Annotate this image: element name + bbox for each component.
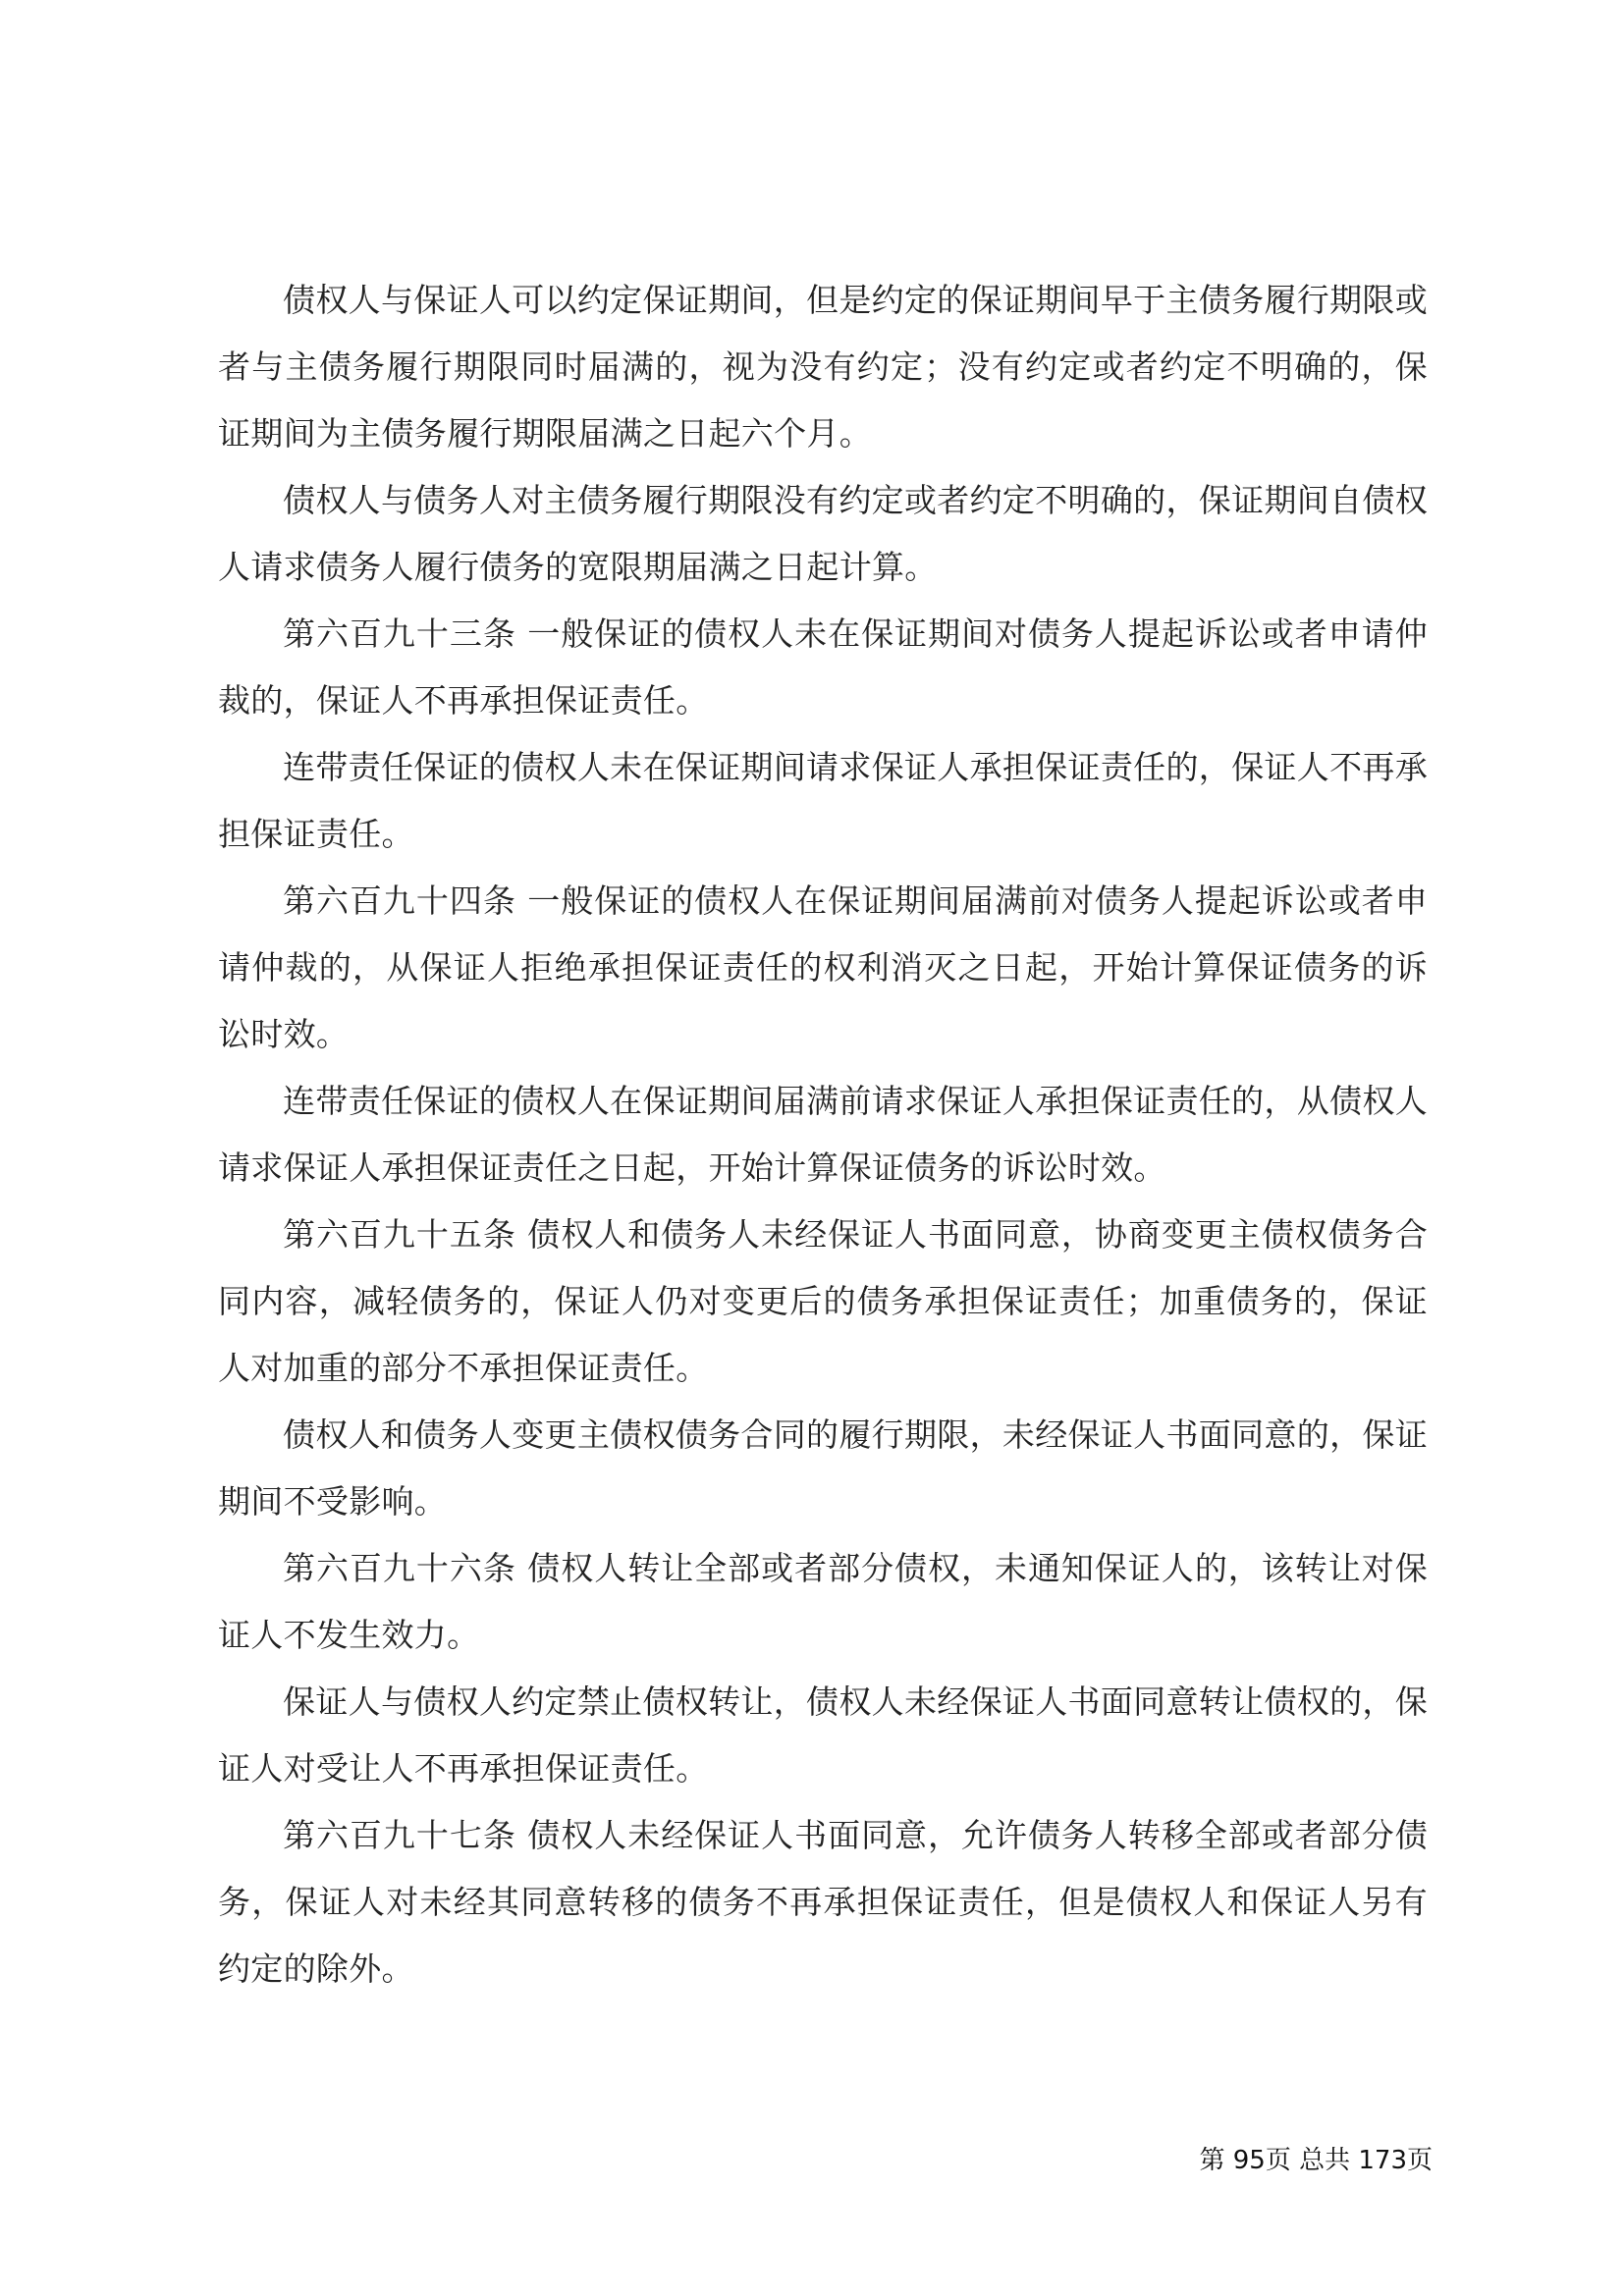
document-body xyxy=(218,267,1428,2002)
article-paragraph: 第六百九十五条 债权人和债务人未经保证人书面同意，协商变更主债权债务合同内容，减轻债务的，保证人仍对变更后的债务承担保证责任；加重债务的，保证人对加重的部分不承担保证责任。 xyxy=(218,1215,1428,1387)
paragraph: 债权人与债务人对主债务履行期限没有约定或者约定不明确的，保证期间自债权人请求债务人履行债务的宽限期届满之日起计算。 xyxy=(218,481,1428,586)
paragraph: 连带责任保证的债权人未在保证期间请求保证人承担保证责任的，保证人不再承担保证责任。 xyxy=(218,748,1428,853)
article-paragraph: 第六百九十六条 债权人转让全部或者部分债权，未通知保证人的，该转让对保证人不发生效力。 xyxy=(218,1549,1428,1654)
paragraph: 债权人与保证人可以约定保证期间，但是约定的保证期间早于主债务履行期限或者与主债务履行期限同时届满的，视为没有约定；没有约定或者约定不明确的，保证期间为主债务履行期限届满之日起六个月。 xyxy=(218,281,1428,453)
paragraph: 债权人和债务人变更主债权债务合同的履行期限，未经保证人书面同意的，保证期间不受影响。 xyxy=(218,1415,1428,1521)
article-paragraph: 第六百九十七条 债权人未经保证人书面同意，允许债务人转移全部或者部分债务，保证人对未经其同意转移的债务不再承担保证责任，但是债权人和保证人另有约定的除外。 xyxy=(218,1816,1428,1988)
paragraph: 保证人与债权人约定禁止债权转让，债权人未经保证人书面同意转让债权的，保证人对受让人不再承担保证责任。 xyxy=(218,1682,1428,1788)
page-number-footer: 第 95页 总共 173页 xyxy=(1199,2146,1433,2175)
paragraph: 连带责任保证的债权人在保证期间届满前请求保证人承担保证责任的，从债权人请求保证人承担保证责任之日起，开始计算保证债务的诉讼时效。 xyxy=(218,1082,1428,1187)
article-paragraph: 第六百九十四条 一般保证的债权人在保证期间届满前对债务人提起诉讼或者申请仲裁的，从保证人拒绝承担保证责任的权利消灭之日起，开始计算保证债务的诉讼时效。 xyxy=(218,881,1428,1053)
article-paragraph: 第六百九十三条 一般保证的债权人未在保证期间对债务人提起诉讼或者申请仲裁的，保证人不再承担保证责任。 xyxy=(218,614,1428,720)
